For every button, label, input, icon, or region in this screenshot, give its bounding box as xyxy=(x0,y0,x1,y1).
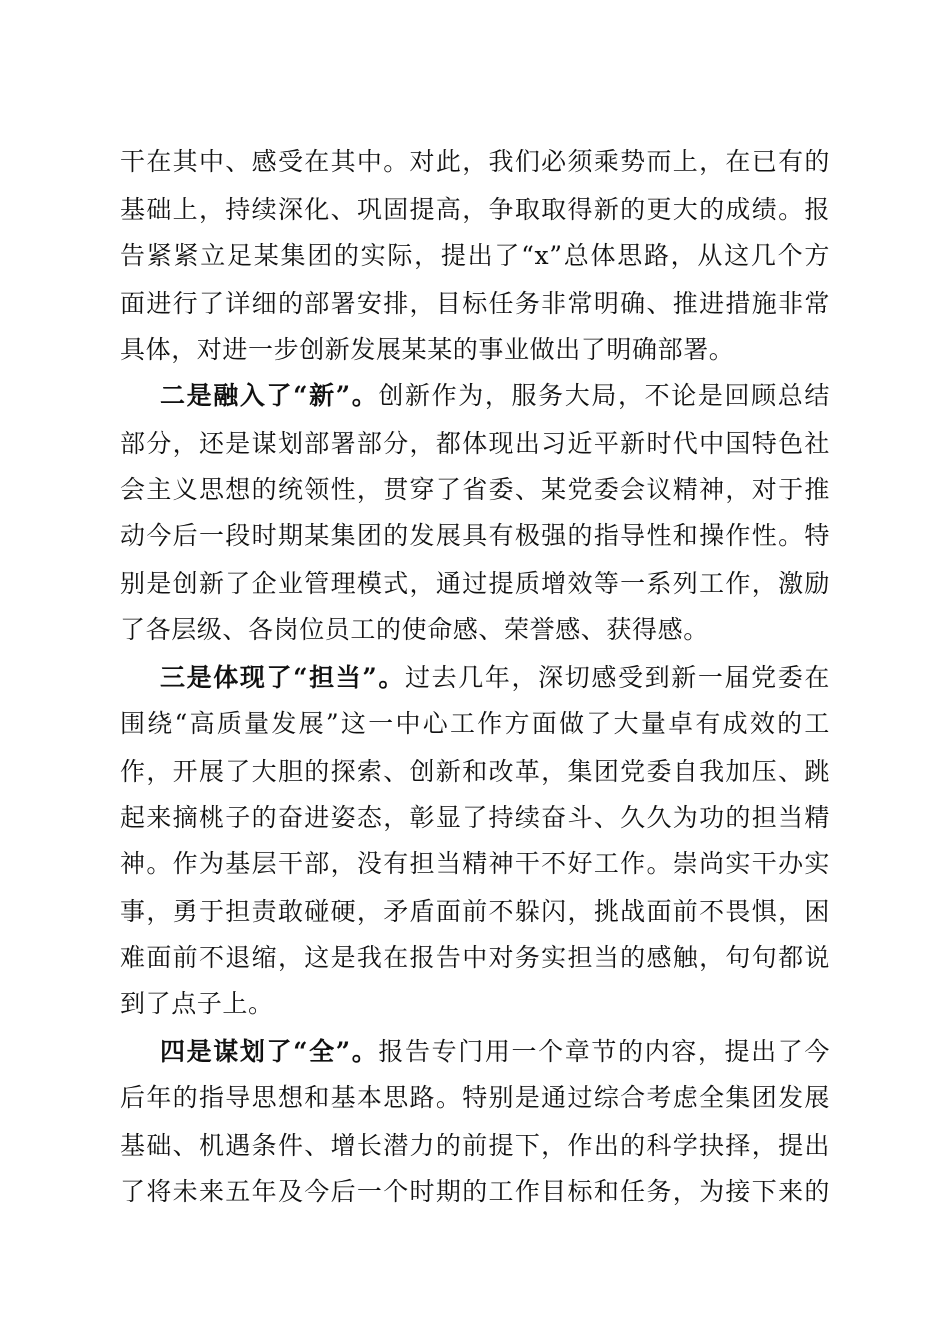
body-line: 事，勇于担责敢碰硬，矛盾面前不躲闪，挑战面前不畏惧，困 xyxy=(120,897,830,926)
body-line: 难面前不退缩，这是我在报告中对务实担当的感触，句句都说 xyxy=(120,943,830,972)
body-text: 过去几年，深切感受到新一届党委在 xyxy=(405,663,830,692)
body-line: 到了点子上。 xyxy=(120,989,274,1018)
body-line: 基础上，持续深化、巩固提高，争取取得新的更大的成绩。报 xyxy=(120,195,830,224)
body-line: 了将未来五年及今后一个时期的工作目标和任务，为接下来的 xyxy=(120,1177,830,1206)
paragraph-heading: 三是体现了“担当”。 xyxy=(160,663,406,692)
paragraph-heading: 四是谋划了“全”。 xyxy=(160,1037,379,1066)
body-line: 起来摘桃子的奋进姿态，彰显了持续奋斗、久久为功的担当精 xyxy=(120,803,830,832)
body-text: 创新作为，服务大局，不论是回顾总结 xyxy=(378,381,830,410)
body-line: 具体，对进一步创新发展某某的事业做出了明确部署。 xyxy=(120,335,735,364)
body-line: 会主义思想的统领性，贯穿了省委、某党委会议精神，对于推 xyxy=(120,475,830,504)
body-line: 神。作为基层干部，没有担当精神干不好工作。崇尚实干办实 xyxy=(120,849,830,878)
body-line: 干在其中、感受在其中。对此，我们必须乘势而上，在已有的 xyxy=(120,147,830,176)
paragraph-first-line xyxy=(160,372,830,420)
paragraph-heading: 二是融入了“新”。 xyxy=(160,381,379,410)
body-line: 作，开展了大胆的探索、创新和改革，集团党委自我加压、跳 xyxy=(120,757,830,786)
body-line: 面进行了详细的部署安排，目标任务非常明确、推进措施非常 xyxy=(120,289,830,318)
body-line: 后年的指导思想和基本思路。特别是通过综合考虑全集团发展 xyxy=(120,1083,830,1112)
paragraph-first-line xyxy=(160,1028,830,1076)
body-line: 动今后一段时期某集团的发展具有极强的指导性和操作性。特 xyxy=(120,521,830,550)
body-text: 报告专门用一个章节的内容，提出了今 xyxy=(378,1037,830,1066)
paragraph-first-line xyxy=(160,654,830,702)
body-line: 围绕“高质量发展”这一中心工作方面做了大量卓有成效的工 xyxy=(120,709,830,738)
body-line: 别是创新了企业管理模式，通过提质增效等一系列工作，激励 xyxy=(120,569,830,598)
body-line: 了各层级、各岗位员工的使命感、荣誉感、获得感。 xyxy=(120,615,709,644)
body-line: 基础、机遇条件、增长潜力的前提下，作出的科学抉择，提出 xyxy=(120,1131,830,1160)
body-line: 部分，还是谋划部署部分，都体现出习近平新时代中国特色社 xyxy=(120,429,830,458)
body-line: 告紧紧立足某集团的实际，提出了“x”总体思路，从这几个方 xyxy=(120,241,830,270)
